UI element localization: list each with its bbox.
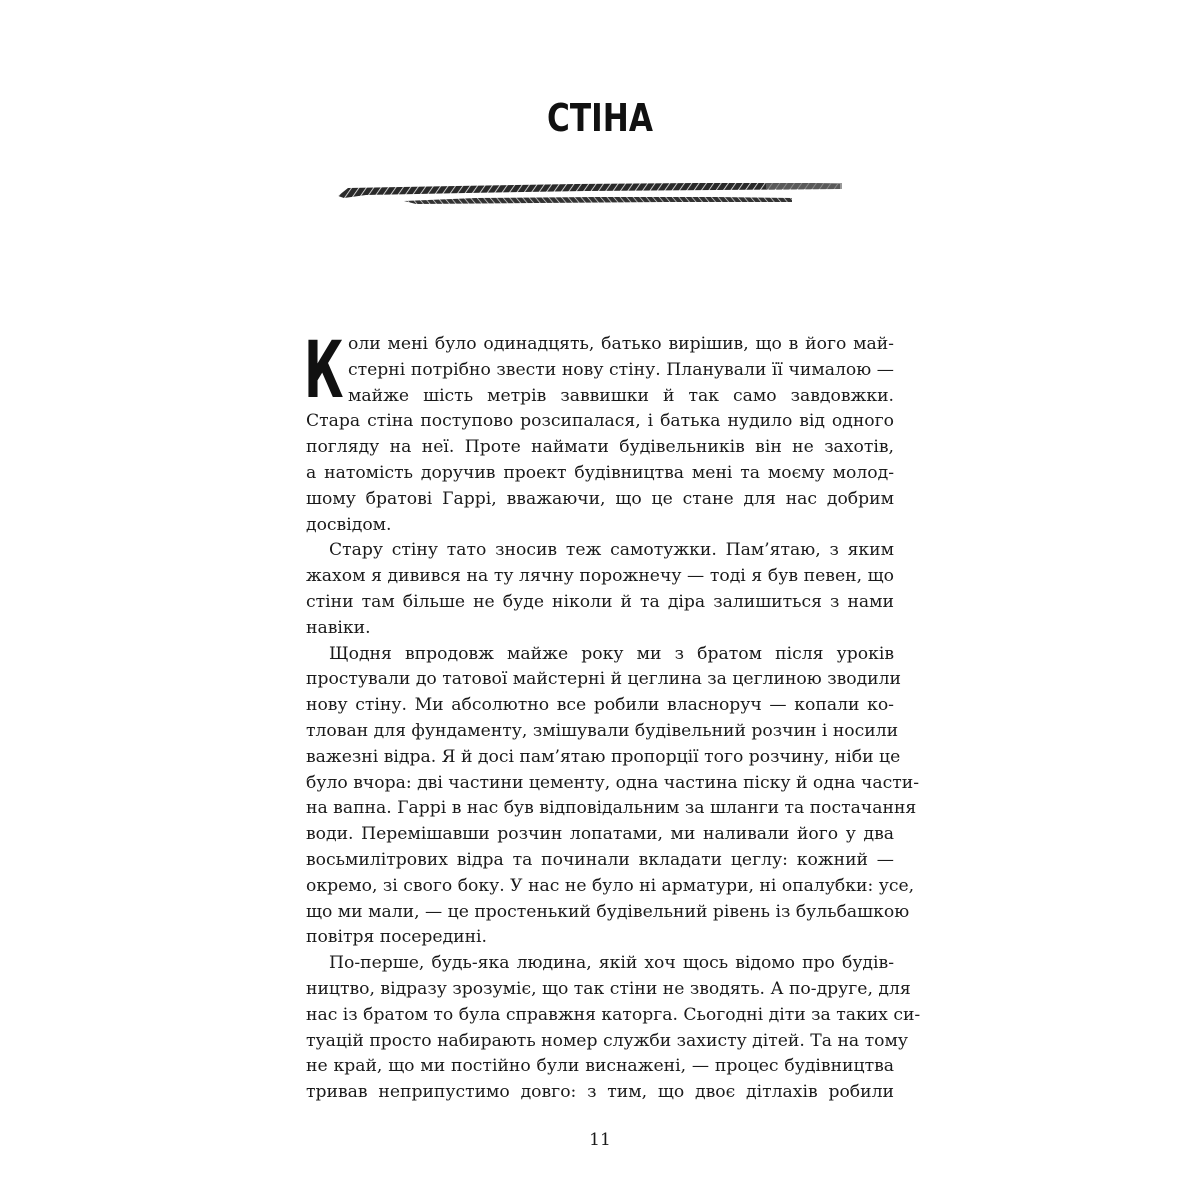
text-line: Стара стіна поступово розсипалася, і батька нудило від одного bbox=[306, 411, 894, 432]
text-line: досвідом. bbox=[306, 514, 392, 535]
text-line: Стару стіну тато зносив теж самотужки. Пам’ятаю, з яким bbox=[329, 540, 894, 561]
text-line: на вапна. Гаррі в нас був відповідальним за шланги та постачання bbox=[306, 798, 917, 819]
text-line: оли мені було одинадцять, батько вирішив, що в його май- bbox=[348, 334, 894, 354]
text-line: майже шість метрів заввишки й так само завдовжки. bbox=[348, 385, 894, 406]
text-line: нову стіну. Ми абсолютно все робили власноруч — копали ко- bbox=[306, 695, 894, 716]
brush-stroke-ornament bbox=[336, 178, 842, 208]
text-line: навіки. bbox=[306, 617, 371, 638]
text-line: а натомість доручив проект будівництва мені та моєму молод- bbox=[306, 462, 894, 483]
text-line: стіни там більше не буде ніколи й та діра залишиться з нами bbox=[306, 591, 894, 612]
text-line: не край, що ми постійно були виснажені, — процес будівництва bbox=[306, 1056, 894, 1077]
text-line: туацій просто набирають номер служби захисту дітей. Та на тому bbox=[306, 1030, 908, 1051]
text-line: ництво, відразу зрозуміє, що так стіни не зводять. А по-друге, для bbox=[306, 978, 911, 999]
text-line: погляду на неї. Проте наймати будівельників він не захотів, bbox=[306, 437, 894, 458]
text-line: стерні потрібно звести нову стіну. Планували її чималою — bbox=[348, 359, 894, 380]
text-line: нас із братом то була справжня каторга. Сьогодні діти за таких си- bbox=[306, 1004, 921, 1025]
text-line: важезні відра. Я й досі пам’ятаю пропорції того розчину, ніби це bbox=[306, 746, 901, 767]
text-line: води. Перемішавши розчин лопатами, ми наливали його у два bbox=[306, 824, 894, 845]
text-line: Щодня впродовж майже року ми з братом після уроків bbox=[329, 643, 894, 664]
text-line: По-перше, будь-яка людина, якій хоч щось відомо про будів- bbox=[329, 953, 894, 974]
text-line: шому братові Гаррі, вважаючи, що це стане для нас добрим bbox=[306, 488, 894, 509]
chapter-title: СТІНА bbox=[547, 96, 653, 140]
drop-cap: К bbox=[304, 326, 344, 416]
body-text bbox=[304, 326, 921, 1106]
text-line: тлован для фундаменту, змішували будівельний розчин і носили bbox=[306, 720, 899, 741]
text-line: що ми мали, — це простенький будівельний рівень із бульбашкою bbox=[306, 901, 910, 922]
text-line: тривав неприпустимо довго: з тим, що двоє дітлахів робили bbox=[306, 1082, 894, 1103]
page-number: 11 bbox=[589, 1130, 611, 1150]
text-line: окремо, зі свого боку. У нас не було ні арматури, ні опалубки: усе, bbox=[306, 875, 915, 896]
text-line: восьмилітрових відра та починали вкладати цеглу: кожний — bbox=[306, 849, 894, 870]
text-line: жахом я дивився на ту лячну порожнечу — тоді я був певен, що bbox=[306, 566, 894, 587]
text-line: було вчора: дві частини цементу, одна частина піску й одна части- bbox=[306, 772, 920, 793]
text-line: простували до татової майстерні й цеглина за цеглиною зводили bbox=[306, 669, 902, 690]
text-line: повітря посередині. bbox=[306, 927, 488, 948]
